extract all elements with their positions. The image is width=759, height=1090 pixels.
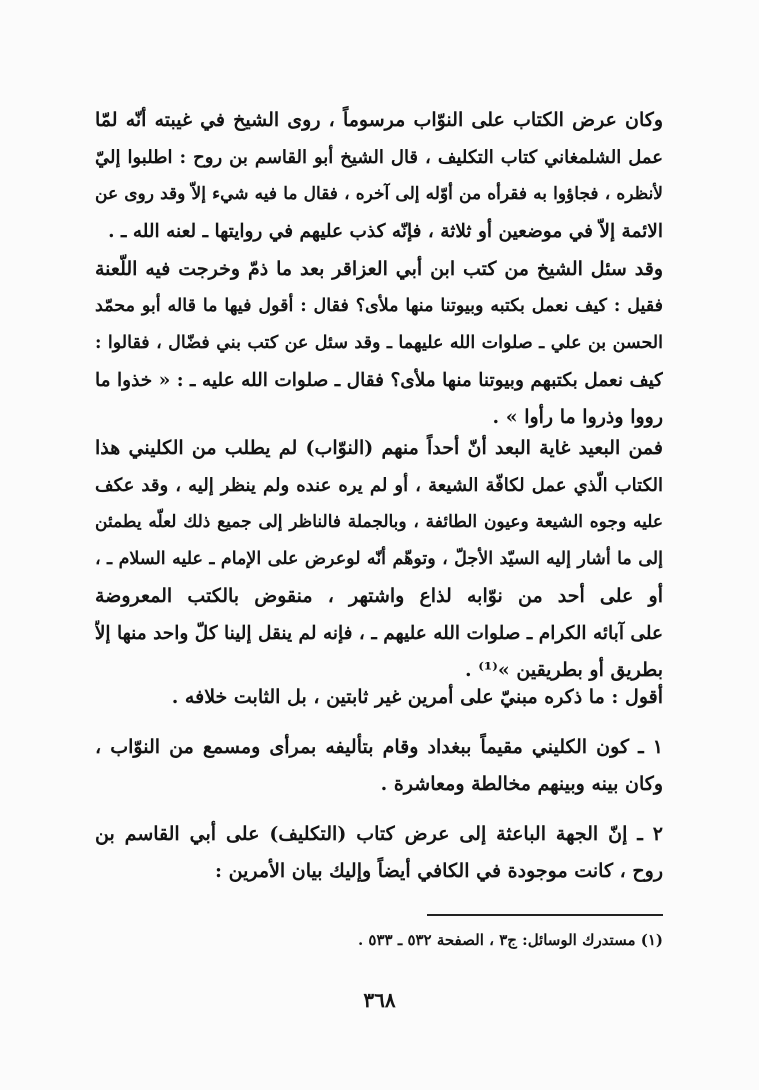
text-line: أقول : ما ذكره مبنيّ على أمرين غير ثابتين ، بل الثابت خلافه .: [171, 686, 663, 708]
text-line: فقيل : كيف نعمل بكتبه وبيوتنا منها ملأى؟ فقال : أقول فيها ما قاله أبو محمّد: [95, 296, 663, 316]
text-line: الكتاب الّذي عمل لكافّة الشيعة ، أو لم يره عنده ولم ينظر إليه ، وقد عكف: [95, 475, 663, 496]
paragraph-2: [95, 251, 663, 436]
footnote-separator: [427, 914, 663, 916]
text-line: الائمة إلاّ في موضعين أو ثلاثة ، فإنّه كذب عليهم في روايتها ـ لعنه الله ـ .: [108, 221, 663, 242]
paragraph-4: [95, 679, 663, 716]
text-line: رووا وذروا ما رأوا » .: [492, 406, 663, 428]
text-line: على آبائه الكرام ـ صلوات الله عليهم ـ ، فإنه لم ينقل إلينا كلّ واحد منها إلاّ: [95, 623, 663, 644]
text-line: روح ، كانت موجودة في الكافي أيضاً وإليك بيان الأمرين :: [215, 860, 663, 882]
page-number: ٣٦٨: [363, 988, 396, 1012]
text-line: أو على أحد من نوّابه لذاع واشتهر ، منقوض بالكتب المعروضة: [95, 585, 663, 607]
text-line: فمن البعيد غاية البعد أنّ أحداً منهم (النوّاب) لم يطلب من الكليني هذا: [95, 437, 663, 459]
text-line: ٢ ـ إنّ الجهة الباعثة إلى عرض كتاب (التكليف) على أبي القاسم بن: [95, 823, 663, 845]
text-line: كيف نعمل بكتبهم وبيوتنا منها ملأى؟ فقال ـ صلوات الله عليه ـ : « خذوا ما: [95, 370, 663, 391]
text-line: وكان عرض الكتاب على النوّاب مرسوماً ، روى الشيخ في غيبته أنّه لمّا: [95, 109, 663, 131]
text-line: الحسن بن علي ـ صلوات الله عليهما ـ وقد سئل عن كتب بني فضّال ، فقالوا :: [95, 333, 663, 353]
paragraph-6: [95, 816, 663, 890]
text-line: ١ ـ كون الكليني مقيماً ببغداد وقام بتأليفه بمرأى ومسمع من النوّاب ،: [95, 736, 663, 758]
text-line: لأنظره ، فجاؤوا به فقرأه من أوّله إلى آخره ، فقال ما فيه شيء إلاّ وقد روى عن: [95, 184, 663, 204]
footnote: (١) مستدرك الوسائل: ج٣ ، الصفحة ٥٣٢ ـ ٥٣٣ .: [357, 931, 663, 949]
text-line: وقد سئل الشيخ من كتب ابن أبي العزاقر بعد ما ذمّ وخرجت فيه اللّعنة: [95, 258, 663, 280]
text-line: إلى ما أشار إليه السيّد الأجلّ ، وتوهّم أنّه لوعرض على الإمام ـ عليه السلام ـ ،: [95, 549, 663, 569]
paragraph-1: [95, 102, 663, 250]
text-line: وكان بينه وبينهم مخالطة ومعاشرة .: [380, 773, 663, 795]
text-line: بطريق أو بطريقين »⁽¹⁾ .: [465, 659, 663, 681]
paragraph-5: [95, 729, 663, 803]
paragraph-3: [95, 430, 663, 689]
text-line: عليه وجوه الشيعة وعيون الطائفة ، وبالجملة فالناظر إلى جميع ذلك لعلّه يطمئن: [95, 512, 663, 532]
text-line: عمل الشلمغاني كتاب التكليف ، قال الشيخ أبو القاسم بن روح : اطلبوا إليّ: [95, 147, 663, 168]
